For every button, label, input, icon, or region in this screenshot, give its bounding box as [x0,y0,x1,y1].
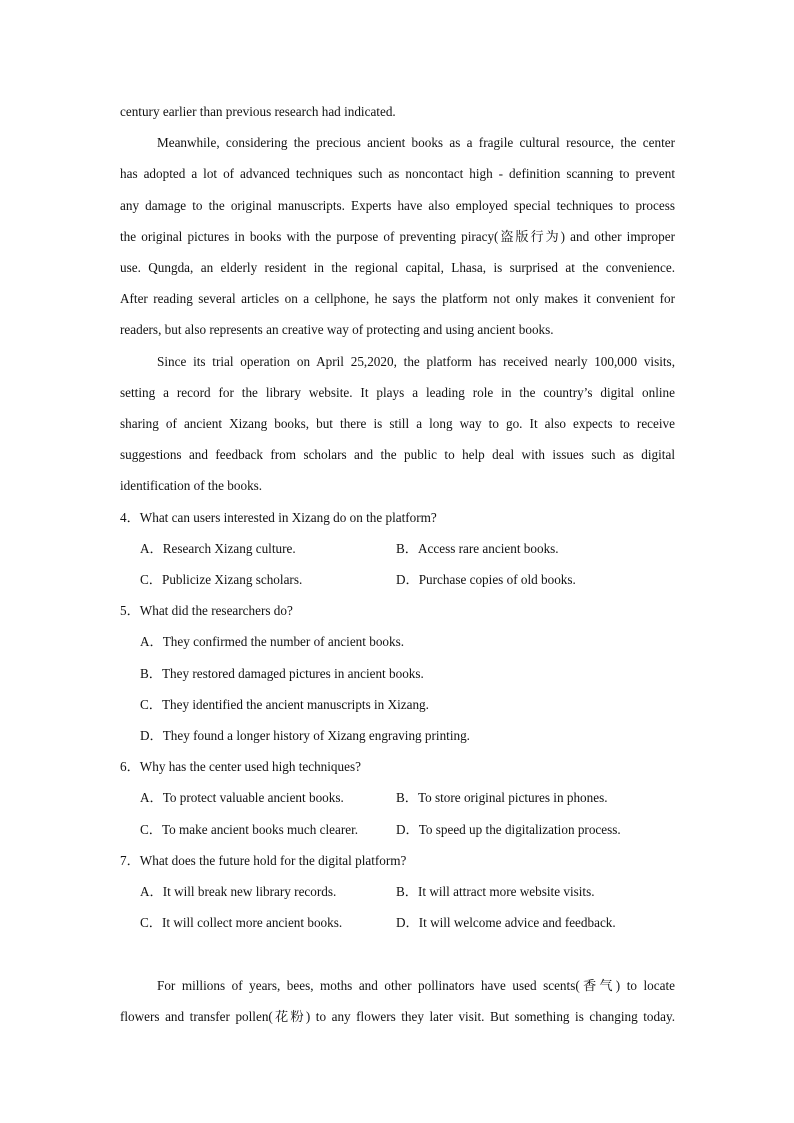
option-c[interactable]: C．It will collect more ancient books. [140,915,343,931]
passage-line: Meanwhile, considering the precious ancient books as a fragile cultural resource, the center [157,135,675,151]
option-d[interactable]: D．Purchase copies of old books. [396,572,576,588]
option-c[interactable]: C．Publicize Xizang scholars. [140,572,303,588]
option-d[interactable]: D．It will welcome advice and feedback. [396,915,616,931]
option-a[interactable]: A．It will break new library records. [140,884,337,900]
question-stem: 6．Why has the center used high techniques? [120,759,361,775]
option-a[interactable]: A．To protect valuable ancient books. [140,790,344,806]
option-d[interactable]: D．To speed up the digitalization process. [396,821,621,837]
section-gap [120,938,675,969]
option-a[interactable]: A．They confirmed the number of ancient books. [140,634,405,650]
question-stem: 7．What does the future hold for the digital platform? [120,852,407,868]
passage-line: has adopted a lot of advanced techniques such as noncontact high - definition scanning to prevent [120,166,675,182]
document-page [120,96,675,1032]
paragraph-pollinators [120,970,675,1032]
passage-line: the original pictures in books with the purpose of preventing piracy(盗版行为) and other improper [120,228,675,244]
option-b[interactable]: B．Access rare ancient books. [396,540,559,556]
passage-line: any damage to the original manuscripts. Experts have also employed special techniques to process [120,197,675,213]
passage-line: setting a record for the library website. It plays a leading role in the country’s digital online [120,384,675,400]
passage-line: sharing of ancient Xizang books, but there is still a long way to go. It also expects to receive [120,416,675,432]
passage-line: century earlier than previous research had indicated. [120,104,396,119]
passage-line: readers, but also represents an creative way of protecting and using ancient books. [120,322,554,338]
paragraph-trial-operation [120,346,675,502]
passage-line: Since its trial operation on April 25,2020, the platform has received nearly 100,000 visits, [157,353,675,369]
passage-line: suggestions and feedback from scholars and the public to help deal with issues such as digital [120,447,675,463]
option-b[interactable]: B．They restored damaged pictures in ancient books. [140,665,424,681]
question-7 [120,845,675,939]
passage-line: use. Qungda, an elderly resident in the regional capital, Lhasa, is surprised at the convenience. [120,260,675,276]
option-b[interactable]: B．It will attract more website visits. [396,884,595,900]
passage-line: For millions of years, bees, moths and other pollinators have used scents(香气) to locate [157,977,675,993]
question-5 [120,595,675,751]
option-c[interactable]: C．To make ancient books much clearer. [140,821,359,837]
question-stem: 4．What can users interested in Xizang do on the platform? [120,509,437,525]
paragraph-techniques [120,127,675,345]
question-stem: 5．What did the researchers do? [120,603,293,619]
option-d[interactable]: D．They found a longer history of Xizang engraving printing. [140,728,470,744]
passage-line: flowers and transfer pollen(花粉) to any flowers they later visit. But something is changing today. [120,1008,675,1024]
passage-line: identification of the books. [120,478,263,494]
option-a[interactable]: A．Research Xizang culture. [140,540,296,556]
option-c[interactable]: C．They identified the ancient manuscripts in Xizang. [140,696,429,712]
passage-line: After reading several articles on a cellphone, he says the platform not only makes it convenient for [120,291,675,307]
option-b[interactable]: B．To store original pictures in phones. [396,790,608,806]
question-6 [120,751,675,845]
question-4 [120,502,675,596]
